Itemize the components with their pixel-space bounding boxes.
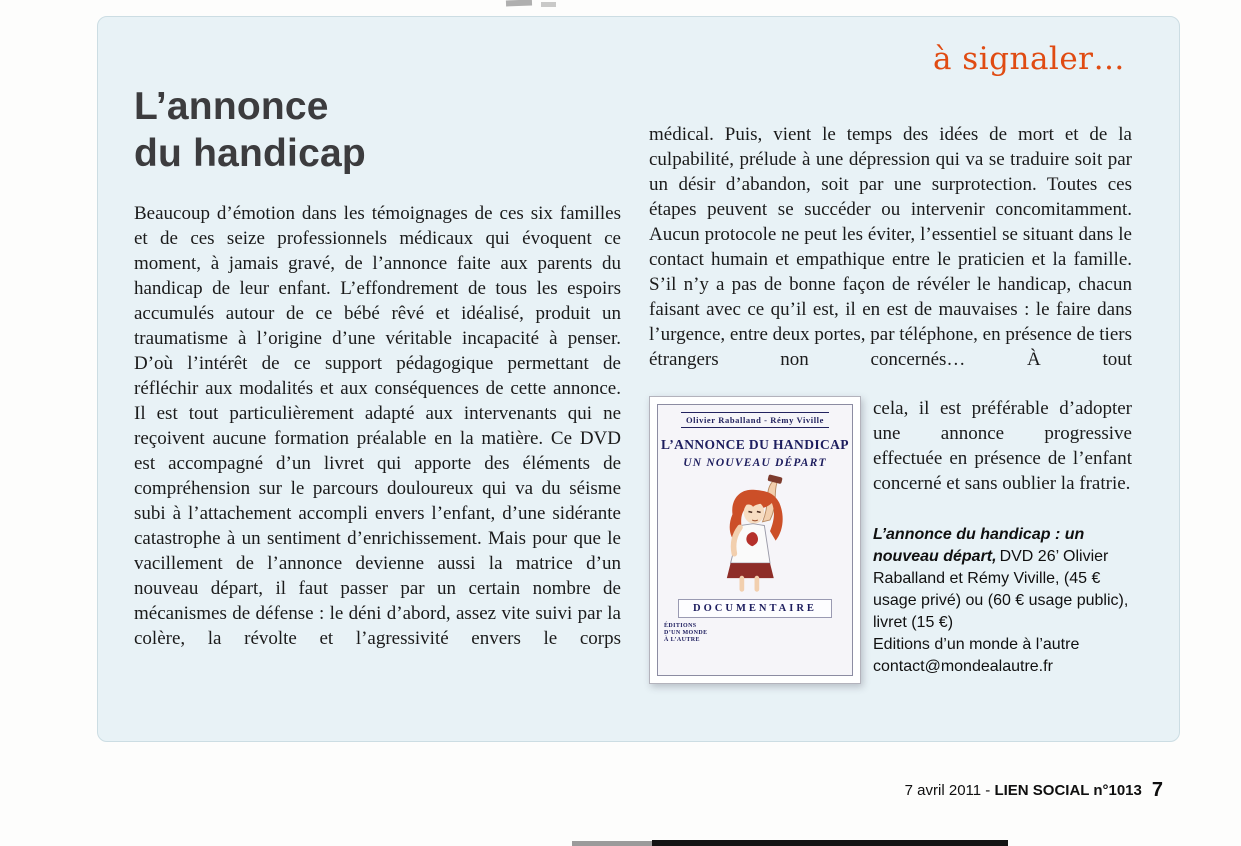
scan-artifact-bottom-gray — [572, 841, 652, 846]
footer-page-number: 7 — [1151, 779, 1163, 801]
footer-date: 7 avril 2011 - — [904, 782, 995, 799]
column-left — [134, 17, 621, 684]
article-title-line2: du handicap — [134, 132, 366, 175]
dvd-caption — [873, 524, 1132, 678]
dvd-cover-publisher-mark — [664, 623, 708, 644]
wrap-column — [873, 396, 1132, 684]
caption-main — [873, 524, 1132, 634]
article-title-line1: L’annonce — [134, 85, 329, 128]
dvd-cover-authors: Olivier Raballand - Rémy Viville — [681, 412, 829, 428]
dvd-cover-title: L’ANNONCE DU HANDICAP — [661, 437, 849, 452]
body-text-column1: Beaucoup d’émotion dans les témoignages de ces six familles et de ces seize professionnels médicaux qui évoquent ce moment, à jamais gravé, de l’annonce faite aux parents du handicap de leur enfant. L’effondrement de tous les espoirs accumulés autour de ce bébé rêvé et idéalisé, produit un traumatisme à l’origine d’une véritable incapacité à penser. D’où l’intérêt de ce support pédagogique permettant de réfléchir aux modalités et aux conséquences de cette annonce. Il est tout particulièrement adapté aux intervenants qui ne reçoivent aucune formation préalable en la matière. Ce DVD est accompagné d’un livret qui apporte des éléments de compréhension sur le parcours douloureux qui va du séisme subi à l’attachement accompli envers l’enfant, d’une sidérante catastrophe à un sentiment d’enrichissement. Mais pour que le vacillement de l’annonce devienne aussi la matrice d’un nouveau départ, il faut passer par un certain nombre de mécanismes de défense : le déni d’abord, assez vite suivi par la colère, la révolte et l’agressivité envers le corps — [134, 203, 621, 649]
dvd-cover-genre: DOCUMENTAIRE — [678, 599, 832, 618]
scan-artifact-bottom-black — [652, 840, 1008, 846]
caption-title: L’annonce du handicap : un nouveau départ, — [873, 526, 1085, 565]
dvd-cover-subtitle: UN NOUVEAU DÉPART — [683, 457, 827, 469]
article-columns — [134, 17, 1132, 684]
dvd-cover-illustration — [686, 473, 824, 595]
dvd-publisher-line: À L’AUTRE — [664, 637, 700, 643]
body-text-column2: médical. Puis, vient le temps des idées de mort et de la culpabilité, prélude à une dépression qui va se traduire soit par un désir d’abandon, soit par une surprotection. Toutes ces étapes peuvent se succéder ou intervenir concomitamment. Aucun protocole ne peut les éviter, l’essentiel se situant dans le contact humain et empathique entre le praticien et la famille. S’il n’y a pas de bonne façon de révéler le handicap, chacun faisant avec ce qu’il est, il en est de mauvaises : le faire dans l’urgence, entre deux portes, par téléphone, en présence de tiers étrangers non concernés… À tout — [649, 124, 1132, 370]
article-panel — [97, 16, 1180, 742]
dvd-publisher-line: D’UN MONDE — [664, 630, 708, 636]
section-label: à signaler… — [932, 41, 1125, 77]
media-row — [649, 396, 1132, 684]
dvd-publisher-line: ÉDITIONS — [664, 623, 697, 629]
dvd-cover — [649, 396, 861, 684]
caption-details: DVD 26’ Olivier Raballand et Rémy Viville, (45 € usage privé) ou (60 € usage public), livret (15 €) — [873, 548, 1129, 631]
footer-magazine: LIEN SOCIAL n°1013 — [994, 782, 1142, 799]
dvd-cover-frame — [657, 404, 853, 676]
scan-artifact-top-2 — [541, 2, 556, 7]
caption-publisher: Editions d’un monde à l’autre — [873, 636, 1080, 653]
column-right — [649, 17, 1132, 684]
page-footer — [905, 779, 1163, 802]
body-text-wrap: cela, il est préférable d’adopter une annonce progressive effectuée en présence de l’enfant concerné et sans oublier la fratrie. — [873, 398, 1132, 494]
article-title — [134, 83, 621, 177]
scan-artifact-top-1 — [506, 0, 532, 6]
caption-email: contact@mondealautre.fr — [873, 658, 1053, 675]
